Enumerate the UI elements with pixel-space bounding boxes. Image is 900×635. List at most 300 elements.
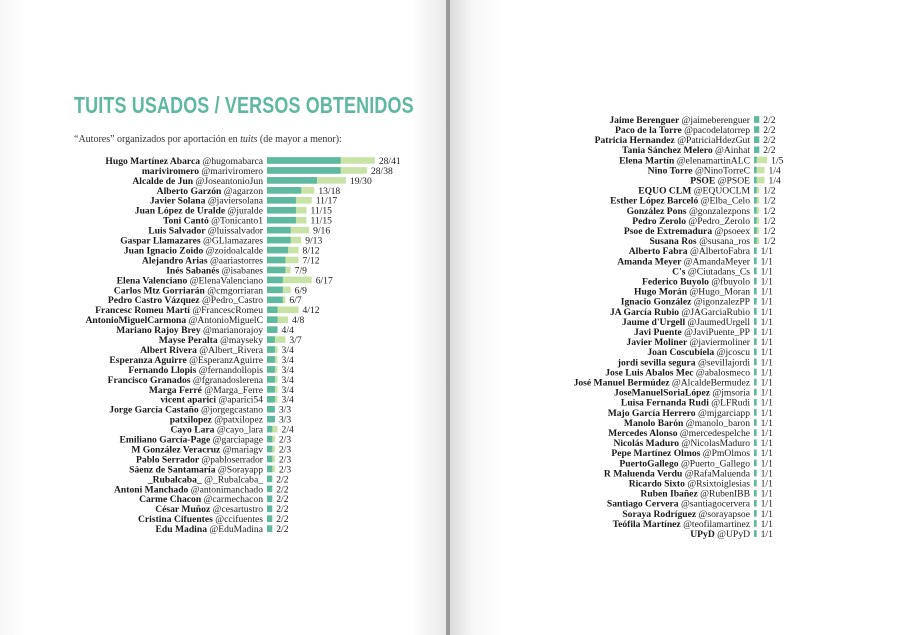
verses-bar [754, 298, 757, 305]
chart-left-column [85, 156, 400, 535]
row-name: Luis Salvador [148, 225, 208, 237]
row-name: José Manuel Bermúdez [573, 377, 672, 389]
value-label: 2/2 [276, 484, 289, 496]
value-label: 1/1 [760, 438, 773, 450]
value-label: 4/8 [292, 315, 305, 327]
value-label: 1/5 [771, 155, 784, 167]
row-handle: @Marga_Ferre [204, 384, 263, 396]
row-name: Inés Sabanés [166, 265, 222, 277]
row-handle: @luissalvador [207, 225, 263, 237]
row-name: Mayse Peralta [158, 335, 221, 346]
row-name: Elena Martín [619, 155, 677, 167]
value-label: 6/17 [315, 275, 333, 287]
value-label: 1/2 [763, 226, 776, 237]
row-name: Alejandro Arias [141, 255, 210, 267]
row-name: patxilopez [169, 414, 215, 426]
verses-bar [754, 338, 757, 345]
row-name: Hugo Morán [634, 286, 690, 298]
verses-bar [267, 167, 341, 174]
row-handle: @jmsoria [712, 387, 750, 399]
verses-bar [267, 436, 272, 443]
row-handle: @_Rubalcaba_ [204, 474, 263, 486]
row-name: Jorge García Castaño [109, 404, 202, 416]
row-name: Pablo Serrador [136, 454, 202, 466]
verses-bar [267, 287, 283, 294]
verses-bar [754, 237, 757, 244]
value-label: 1/1 [760, 377, 773, 389]
value-label: 1/1 [760, 296, 773, 308]
verses-bar [754, 429, 757, 436]
verses-bar [267, 426, 272, 433]
verses-bar [754, 520, 757, 527]
value-label: 1/2 [763, 195, 776, 207]
verses-bar [754, 419, 757, 426]
row-name: Teófila Martínez [612, 518, 684, 530]
verses-bar [754, 399, 757, 406]
row-handle: @fbuyolo [711, 276, 750, 288]
verses-bar [267, 496, 272, 503]
value-label: 2/3 [278, 454, 292, 466]
row-name: Mariano Rajoy Brey [116, 325, 204, 337]
value-label: 1/1 [760, 367, 773, 379]
row-name: Paco de la Torre [615, 125, 685, 136]
value-label: 28/41 [378, 155, 401, 167]
row-name: Federico Buyolo [642, 276, 712, 288]
value-label: 1/1 [760, 286, 773, 298]
row-name: Alberto Fabra [628, 246, 691, 258]
value-label: 1/1 [760, 417, 773, 429]
verses-bar [267, 476, 272, 483]
row-name: C's [672, 266, 688, 278]
row-handle: @PSOE [717, 175, 750, 187]
row-name: Patricia Hernandez [594, 135, 678, 147]
value-label: 6/7 [289, 295, 302, 307]
verses-bar [267, 306, 278, 313]
verses-bar [267, 177, 317, 184]
verses-bar [267, 187, 301, 194]
row-handle: @jcoscu [716, 347, 750, 359]
row-name: Fernando Llopis [128, 364, 199, 376]
value-label: 11/17 [315, 195, 338, 207]
row-handle: @javiersolana [207, 195, 263, 207]
row-name: Tania Sánchez Melero [622, 145, 716, 157]
row-handle: @Hugo_Moran [689, 286, 750, 298]
verses-bar [754, 470, 757, 477]
row-handle: @Ainhat [715, 145, 750, 157]
row-name: Jaume d'Urgell [621, 316, 688, 328]
row-name: Carme Chacon [139, 494, 204, 506]
row-handle: @AmandaMeyer [683, 256, 750, 268]
value-label: 2/2 [276, 494, 289, 506]
verses-bar [267, 197, 296, 204]
row-handle: @Tonicanto1 [211, 215, 263, 227]
value-label: 2/2 [763, 135, 776, 147]
row-name: Cristina Cifuentes [137, 514, 216, 526]
row-handle: @Pedro_Castro [201, 295, 263, 307]
verses-bar [754, 318, 757, 325]
value-label: 2/2 [763, 125, 776, 136]
chart-row [690, 529, 773, 540]
value-label: 1/1 [760, 529, 773, 540]
row-name: Joan Coscubiela [647, 347, 717, 359]
verses-bar [267, 505, 272, 512]
row-handle: @mariagv [222, 444, 263, 456]
row-name: Javier Moliner [626, 337, 690, 349]
verses-bar [754, 177, 757, 184]
value-label: 1/1 [760, 256, 773, 268]
verses-bar [754, 288, 757, 295]
verses-bar [754, 207, 757, 214]
row-handle: @susana_ros [699, 236, 750, 248]
value-label: 1/2 [763, 185, 776, 197]
verses-bar [754, 490, 757, 497]
intro-text-italic: tuits [240, 134, 258, 145]
row-handle: @AlbertoFabra [690, 246, 750, 258]
row-handle: @Pedro_Zerolo [688, 215, 750, 227]
value-label: 11/15 [310, 205, 332, 217]
value-label: 1/1 [760, 347, 773, 359]
verses-bar [754, 409, 757, 416]
row-handle: @Elba_Celo [700, 195, 750, 207]
row-handle: @mariviromero [201, 165, 263, 177]
row-handle: @EsperanzAguirre [189, 354, 263, 366]
row-name: Gaspar Llamazares [120, 235, 204, 247]
row-handle: @elenamartinALC [676, 155, 750, 167]
verses-bar [754, 308, 757, 315]
row-handle: @antonimanchado [190, 484, 263, 496]
row-handle: @santiagocervera [680, 498, 750, 510]
verses-bar [754, 116, 759, 123]
row-handle: @LFRudi [711, 397, 750, 409]
row-handle: @RubenIBB [700, 488, 750, 500]
value-label: 1/2 [763, 205, 776, 217]
verses-bar [267, 316, 278, 323]
row-handle: @cmgorriaran [207, 285, 263, 297]
row-handle: @cesartustro [212, 504, 263, 516]
value-label: 1/1 [760, 266, 773, 278]
verses-bar [267, 207, 296, 214]
row-name: Edu Madina [155, 524, 210, 536]
verses-bar [754, 379, 757, 386]
value-label: 1/1 [760, 316, 773, 328]
row-name: Nino Torre [647, 165, 695, 177]
verses-bar [267, 396, 275, 403]
verses-bar [267, 525, 272, 532]
value-label: 11/15 [310, 215, 332, 227]
verses-bar [754, 167, 757, 174]
value-label: 4/12 [302, 305, 320, 317]
value-label: 1/1 [760, 448, 773, 460]
row-name: Javi Puente [634, 327, 685, 338]
row-handle: @carmechacon [203, 494, 263, 506]
row-handle: @EQUOCLM [693, 185, 750, 197]
value-label: 3/4 [281, 344, 294, 356]
row-handle: @jaimeberenguer [681, 114, 750, 126]
row-name: Amanda Meyer [617, 256, 684, 268]
row-handle: @JaumedUrgell [687, 316, 750, 328]
value-label: 1/1 [760, 246, 773, 258]
row-name: Luisa Fernanda Rudi [620, 397, 712, 409]
value-label: 2/3 [278, 464, 292, 476]
row-name: Emiliano García-Page [119, 434, 213, 446]
row-name: Ruben Ibañez [640, 488, 701, 500]
row-name: Elena Valenciano [116, 275, 190, 287]
verses-bar [754, 197, 757, 204]
row-name: mariviromero [141, 165, 202, 177]
row-name: Ignacio González [620, 296, 694, 308]
row-name: Francisco Granados [107, 374, 193, 386]
row-name: Pepe Martínez Olmos [611, 448, 703, 460]
value-label: 7/9 [294, 265, 307, 277]
value-label: 1/1 [760, 276, 773, 288]
row-handle: @Ciutadans_Cs [687, 266, 750, 278]
row-name: Manolo Barón [623, 417, 686, 429]
row-handle: @fgranadoslerena [192, 374, 263, 386]
value-label: 2/3 [278, 434, 292, 446]
verses-bar [754, 136, 759, 143]
row-name: Cayo Lara [170, 424, 217, 436]
verses-bar [754, 460, 757, 467]
row-handle: @JaviPuente_PP [684, 327, 750, 338]
value-label: 1/1 [760, 508, 773, 520]
row-name: González Pons [626, 205, 689, 217]
row-name: AntonioMiguelCarmona [85, 315, 189, 327]
row-handle: @PatriciaHdezGut [677, 135, 750, 147]
value-label: 2/2 [276, 514, 289, 526]
verses-bar [754, 126, 759, 133]
value-label: 1/1 [760, 468, 773, 480]
value-label: 1/4 [768, 175, 781, 187]
row-handle: @GLlamazares [203, 235, 263, 247]
verses-bar [267, 237, 291, 244]
row-name: Soraya Rodríguez [622, 508, 699, 520]
value-label: 1/1 [760, 478, 773, 490]
row-handle: @abalosmeco [695, 367, 750, 379]
row-handle: @FrancescRomeu [192, 305, 263, 317]
verses-bar [267, 456, 272, 463]
row-handle: @pabloserrador [201, 454, 263, 466]
row-name: _Rubalcaba_ [147, 474, 205, 486]
row-handle: @ccifuentes [215, 514, 263, 526]
row-label [156, 524, 264, 535]
row-name: Pedro Zerolo [632, 215, 689, 227]
value-label: 1/1 [760, 498, 773, 510]
row-name: Javier Solana [149, 195, 208, 207]
row-handle: @juralde [227, 205, 263, 217]
row-handle: @aparici54 [218, 394, 263, 406]
verses-bar [754, 369, 757, 376]
value-label: 2/3 [278, 444, 292, 456]
value-label: 1/1 [760, 357, 773, 369]
row-name: JoseManuelSoriaLópez [614, 387, 713, 399]
row-handle: @sorayapsoe [698, 508, 750, 520]
value-label: 9/16 [313, 225, 331, 237]
value-label: 3/4 [281, 384, 294, 396]
row-handle: @JoseantonioJun [195, 175, 263, 187]
row-name: Juan López de Uralde [134, 205, 228, 217]
row-name: Alberto Garzón [156, 185, 224, 197]
verses-bar [267, 356, 275, 363]
verses-bar [267, 297, 283, 304]
value-label: 13/18 [318, 185, 341, 197]
verses-bar [267, 515, 272, 522]
verses-bar [754, 268, 757, 275]
value-label: 3/4 [281, 364, 294, 376]
row-handle: @AlcaldeBermudez [671, 377, 750, 389]
value-label: 1/1 [760, 306, 773, 318]
value-label: 19/30 [349, 175, 372, 187]
value-label: 8/12 [302, 245, 320, 257]
row-name: Antoni Manchado [113, 484, 191, 496]
row-handle: @teofilamartinez [683, 518, 750, 530]
intro-text-start: “Autores” organizados por aportación en [74, 134, 241, 145]
verses-bar [267, 157, 341, 164]
row-handle: @Rsixtoiglesias [687, 478, 750, 490]
row-name: Psoe de Extremadura [623, 226, 715, 237]
row-handle: @UPyD [717, 529, 750, 540]
verses-bar [267, 247, 288, 254]
verses-bar [267, 326, 278, 333]
row-handle: @marianorajoy [203, 325, 263, 337]
row-name: R Maluenda Verdu [603, 468, 685, 480]
verses-bar [754, 248, 757, 255]
verses-bar [267, 406, 275, 413]
row-name: Majo García Herrero [607, 407, 698, 419]
value-label: 4/4 [281, 325, 294, 337]
value-label: 3/4 [281, 354, 294, 366]
row-handle: @agarzon [223, 185, 263, 197]
row-handle: @gonzalezpons [688, 205, 750, 217]
row-handle: @igonzalezPP [693, 296, 750, 308]
row-handle: @garciapage [212, 434, 263, 446]
verses-bar [754, 258, 757, 265]
row-name: César Muñoz [155, 504, 213, 516]
row-name: PSOE [690, 175, 718, 187]
row-handle: @patxilopez [214, 414, 263, 426]
row-handle: @manolo_baron [685, 417, 750, 429]
value-label: 3/4 [281, 394, 294, 406]
row-handle: @jorgegcastano [201, 404, 263, 416]
row-handle: @cayo_lara [216, 424, 263, 436]
row-name: Alcalde de Jun [132, 175, 196, 187]
chart-row [156, 524, 289, 535]
row-handle: @AntonioMiguelC [188, 315, 263, 327]
verses-bar [754, 510, 757, 517]
row-name: M González Veracruz [131, 444, 223, 456]
verses-bar [267, 466, 272, 473]
value-label: 9/13 [305, 235, 323, 247]
verses-bar [267, 376, 275, 383]
row-handle: @JAGarciaRubio [681, 306, 750, 318]
verses-bar [267, 227, 291, 234]
verses-bar [267, 267, 285, 274]
verses-bar [267, 277, 283, 284]
value-label: 3/3 [278, 414, 292, 426]
value-label: 3/3 [278, 404, 292, 416]
verses-bar [754, 157, 757, 164]
row-handle: @zoidoalcalde [205, 245, 263, 257]
row-handle: @RafaMaluenda [684, 468, 750, 480]
verses-bar [267, 217, 296, 224]
row-handle: @mayseky [220, 335, 263, 346]
value-label: 3/4 [281, 374, 294, 386]
verses-bar [754, 480, 757, 487]
verses-bar [754, 530, 757, 537]
value-label: 1/1 [760, 488, 773, 500]
verses-bar [267, 386, 275, 393]
value-label: 1/2 [763, 215, 776, 227]
row-name: Juan Ignacio Zoido [123, 245, 206, 257]
row-handle: @NinoTorreC [694, 165, 750, 177]
value-label: 2/2 [276, 504, 289, 516]
verses-bar [267, 446, 272, 453]
row-label [690, 529, 750, 540]
row-name: Sáenz de Santamaría [129, 464, 218, 476]
verses-bar [754, 349, 757, 356]
row-handle: @Albert_Rivera [199, 344, 263, 356]
value-label: 1/1 [760, 397, 773, 409]
row-handle: @mjgarciapp [698, 407, 750, 419]
row-handle: @pacodelatorrep [684, 125, 750, 136]
value-label: 2/4 [281, 424, 294, 436]
row-handle: @mercedespelche [679, 428, 750, 439]
verses-bar [754, 328, 757, 335]
row-name: UPyD [690, 529, 718, 540]
verses-bar [267, 257, 285, 264]
row-name: Nicolás Maduro [613, 438, 682, 450]
row-handle: @ElenaValenciano [189, 275, 263, 287]
verses-bar [267, 416, 275, 423]
row-handle: @aariastorres [209, 255, 263, 267]
verses-bar [754, 227, 757, 234]
row-name: Susana Ros [649, 236, 700, 248]
row-handle: @Sorayapp [217, 464, 263, 476]
value-label: 1/1 [760, 327, 773, 338]
row-name: EQUO CLM [638, 185, 694, 197]
verses-bar [754, 278, 757, 285]
chart-right-column [574, 115, 784, 540]
verses-bar [754, 359, 757, 366]
verses-bar [267, 486, 272, 493]
row-handle: @psoeex [714, 226, 750, 237]
row-name: JA García Rubio [609, 306, 682, 318]
row-name: Hugo Martínez Abarca [105, 155, 203, 167]
verses-bar [754, 389, 757, 396]
row-handle: @javiermoliner [689, 337, 750, 349]
intro-text-end: (de mayor a menor): [257, 134, 342, 145]
verses-bar [267, 336, 275, 343]
row-name: Jaime Berenguer [609, 114, 682, 126]
row-handle: @Puerto_Gallego [680, 458, 750, 470]
row-handle: @sevillajordi [698, 357, 750, 369]
row-name: Francesc Romeu Martí [95, 305, 193, 317]
verses-bar [754, 217, 757, 224]
value-label: 1/1 [760, 387, 773, 399]
value-label: 2/2 [276, 474, 289, 486]
row-name: Esperanza Aguirre [109, 354, 190, 366]
row-handle: @hugomabarca [202, 155, 263, 167]
row-name: Ricardo Sixto [628, 478, 688, 490]
verses-bar [754, 439, 757, 446]
row-handle: @EduMadina [209, 524, 263, 536]
row-name: Marga Ferré [148, 384, 205, 396]
row-handle: @PmOlmos [702, 448, 750, 460]
chart-heading: TUITS USADOS / VERSOS OBTENIDOS [74, 92, 414, 118]
row-name: jordi sevilla segura [617, 357, 698, 369]
value-label: 7/12 [302, 255, 320, 267]
value-label: 1/1 [760, 428, 773, 439]
row-name: Jose Luis Abalos Mec [605, 367, 696, 379]
